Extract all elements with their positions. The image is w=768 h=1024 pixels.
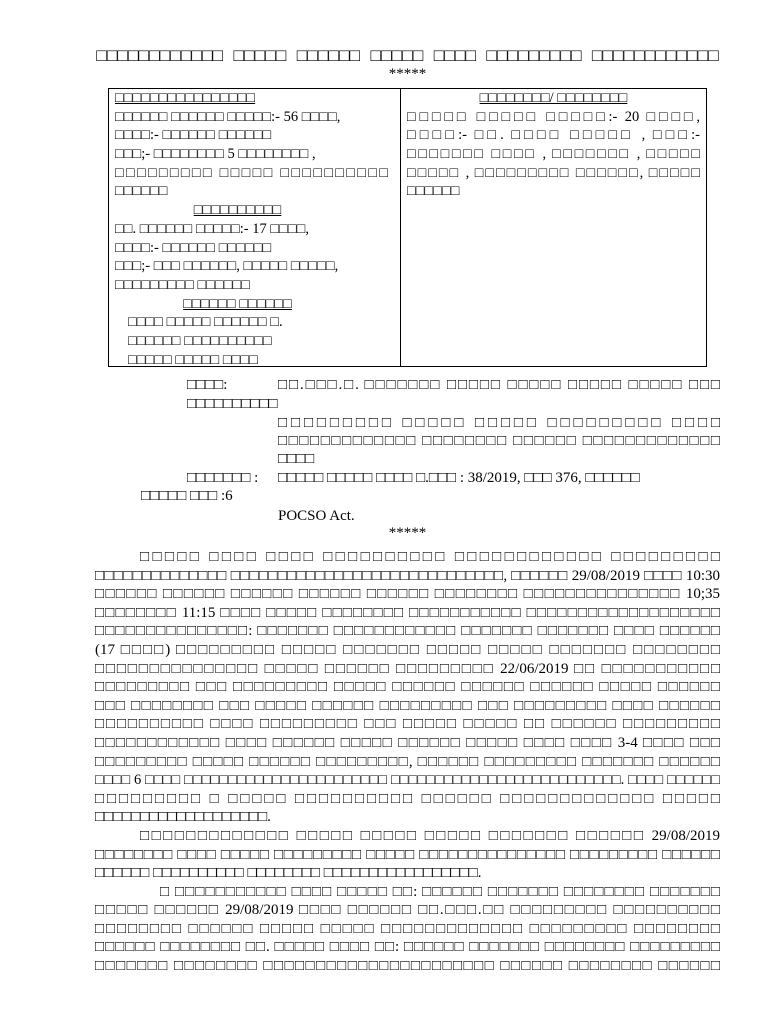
body-line: □□□□□□ □□□□□□□□ □□. □□□□□ □□□□ □□: □□□□□□ □□□□□□□ □□□□□□□□ □□□□□□□□□ [95, 939, 720, 956]
complainant-heading: □□□□□□□□□□□□□□□□ [115, 90, 256, 106]
subject-line: □□□□ [278, 451, 315, 467]
reference-label: □□□□□□□ : [187, 470, 259, 486]
body-line: □□□□□□□□□□□□□□□: □□□□□□□ □□□□□□□□□□□□ □□□□□□□ □□□□□□□ □□□□ □□□□□□ [95, 623, 720, 640]
victim-line: □□. □□□□□□ □□□□□:- 17 □□□□, [115, 220, 309, 237]
victim-line: □□□;- □□□ □□□□□□, □□□□□ □□□□□, [115, 258, 339, 275]
body-line: □□□□□ □□□□ □□□□ □□□□□□□□□□ □□□□□□□□□□□□ □□□□□□□□□ [140, 549, 720, 565]
complainant-line: □□□□:- □□□□□□ □□□□□□ [115, 127, 272, 144]
subject-line: □□.□□□.□. □□□□□□□ □□□□□ □□□□□ □□□□□ □□□□□ □□□ [278, 377, 720, 393]
body-line: □□□□□□□□ □□□□□□ □□□□□ □□□□□ □□□□□□□□□□□□□ □□□□□□□□□ □□□□□□□□ [95, 920, 720, 937]
accused-line: □□□□□ , □□□□□□□□□ □□□□□□, □□□□□ [407, 164, 700, 181]
complainant-line: □□□;- □□□□□□□□ 5 □□□□□□□□ , [115, 146, 316, 163]
reference-section-line: □□□□□ □□□ :6 [141, 488, 233, 504]
victim-heading: □□□□□□□□□□ [193, 202, 282, 219]
details-table [108, 88, 707, 367]
body-line: □□□□□□□□□□□□ □□□□ □□□□□□ □□□□□ □□□□□□ □□□□□ □□□□ □□□□ 3-4 □□□□ □□□ [95, 734, 720, 751]
body-line: □□□□□□ □□□□□□□□□□ □□□□□□□□ □□□□□□□□□□□□□□□□□. [95, 865, 482, 882]
body-line: □□□□□□□□□□ □□□□ □□□□□□□□□ □□□ □□□□□ □□□□□ □□ □□□□□□ □□□□□□□□□ [95, 716, 720, 733]
victim-line: □□□□:- □□□□□□ □□□□□□ [115, 239, 272, 256]
body-text [95, 548, 720, 976]
body-line: □□□□□□ □□□□□□ □□□□□□ □□□□□□ □□□□□□ □□□□□□□□ □□□□□□□□□□□□□□□ 10;35 [95, 586, 720, 603]
police-station-line: □□□□□□ □□□□□□□□□□ [128, 332, 272, 349]
subject-line: □□□□□□□□□□□□□ □□□□□□□□ □□□□□□ □□□□□□□□□□□□□ [278, 433, 720, 449]
complainant-victim-column [109, 89, 401, 366]
accused-heading: □□□□□□□□/ □□□□□□□□ [479, 90, 628, 106]
body-line: (17 □□□□) □□□□□□□□□ □□□□□ □□□□□□□ □□□□□ □□□□□ □□□□□□□ □□□□□□□□ [95, 641, 720, 658]
accused-column [401, 89, 706, 366]
body-line: □□□ □□□□□□□□ □□□ □□□□□ □□□□□□ □□□□□□□□□ □□□ □□□□□□□□□ □□□□ □□□□□□ [95, 697, 720, 714]
body-line: □□□□□□□□□□□□□□□□□□□. [95, 809, 271, 826]
body-line: □□□□□□□□□ □ □□□□□ □□□□□□□□□□ □□□□□□ □□□□□□□□□□□□□ □□□□□ [95, 790, 720, 807]
reference-value: □□□□□ □□□□□ □□□□ □.□□□ : 38/2019, □□□ 376, □□□□□□ [278, 470, 640, 486]
victim-line: □□□□□□□□□ □□□□□□ [115, 276, 250, 293]
act-name: POCSO Act. [278, 508, 355, 524]
subject-line: □□□□□□□□□□ [187, 396, 278, 412]
body-line: □□□□ 6 □□□□ □□□□□□□□□□□□□□□□□□□□□□□ □□□□□□□□□□□□□□□□□□□□□□□□□□. □□□□ □□□□□□ [95, 772, 720, 789]
complainant-line: □□□□□□ [115, 183, 168, 200]
body-line: □□□□□□□ □□□□□□□□ □□□□□□□□□□□□□□□□□□□□□□ □□□□□□ □□□□□□□□ □□□□□□ [95, 958, 720, 975]
subject-label: □□□□: [187, 377, 228, 393]
body-line: □ □□□□□□□□□□□ □□□□ □□□□□ □□: □□□□□□ □□□□□□□ □□□□□□□□ □□□□□□□ [160, 883, 720, 900]
complainant-line: □□□□□□ □□□□□□ □□□□□:- 56 □□□□, [115, 108, 341, 125]
body-line: □□□□□□□□ 11:15 □□□□ □□□□□ □□□□□□□□ □□□□□□□□□□□ □□□□□□□□□□□□□□□□□□□ [95, 604, 720, 621]
body-line: □□□□□□□□□ □□□ □□□□□□□□□ □□□□□ □□□□□□ □□□□□□ □□□□□□ □□□□□ □□□□□□ [95, 679, 720, 696]
body-line: □□□□□□□□□□□□□□□ □□□□□ □□□□□□ □□□□□□□□□ 22/06/2019 □□ □□□□□□□□□□□ [95, 660, 720, 677]
section-separator: ***** [388, 525, 427, 541]
title-separator: ***** [388, 66, 427, 82]
accused-line: □□□□□□ [407, 183, 460, 200]
police-station-heading: □□□□□□ □□□□□□ [183, 295, 292, 312]
body-line: □□□□□ □□□□□□ 29/08/2019 □□□□ □□□□□□ □□.□□□.□□ □□□□□□□□□ □□□□□□□□□□ [95, 902, 720, 919]
body-line: □□□□□□□□□ □□□□□ □□□□□□ □□□□□□□□□, □□□□□□ □□□□□□□□□ □□□□□□□ □□□□□□ [95, 753, 720, 770]
document-title: □□□□□□□□□□□□ □□□□□ □□□□□□ □□□□□ □□□□ □□□□□□□□□ □□□□□□□□□□□□ [96, 45, 719, 65]
police-station-line: □□□□ □□□□□ □□□□□□ □. [128, 314, 283, 331]
body-line: □□□□□□□□□□□□□ □□□□□ □□□□□ □□□□□ □□□□□□□ □□□□□□ 29/08/2019 [140, 827, 720, 844]
body-line: □□□□□□□□ □□□□ □□□□□ □□□□□□□□□ □□□□□ □□□□□□□□□□□□□□□ □□□□□□□□□ □□□□□□ [95, 846, 720, 863]
body-line: □□□□□□□□□□□□□□ □□□□□□□□□□□□□□□□□□□□□□□□□□□□□, □□□□□□ 29/08/2019 □□□□ 10:30 [95, 567, 720, 584]
accused-line: □□□□□ □□□□□ □□□□□:- 20 □□□□, [407, 108, 700, 125]
complainant-line: □□□□□□□□□ □□□□□ □□□□□□□□□□ [115, 164, 388, 181]
accused-line: □□□□□□□ □□□□ , □□□□□□□ , □□□□□ [407, 146, 700, 163]
accused-line: □□□□:- □□. □□□□ □□□□□ , □□□:- [407, 127, 700, 144]
subject-line: □□□□□□□□□ □□□□□ □□□□□ □□□□□□□□□ □□□□ [278, 415, 720, 431]
police-station-line: □□□□□ □□□□□ □□□□ [128, 351, 258, 368]
